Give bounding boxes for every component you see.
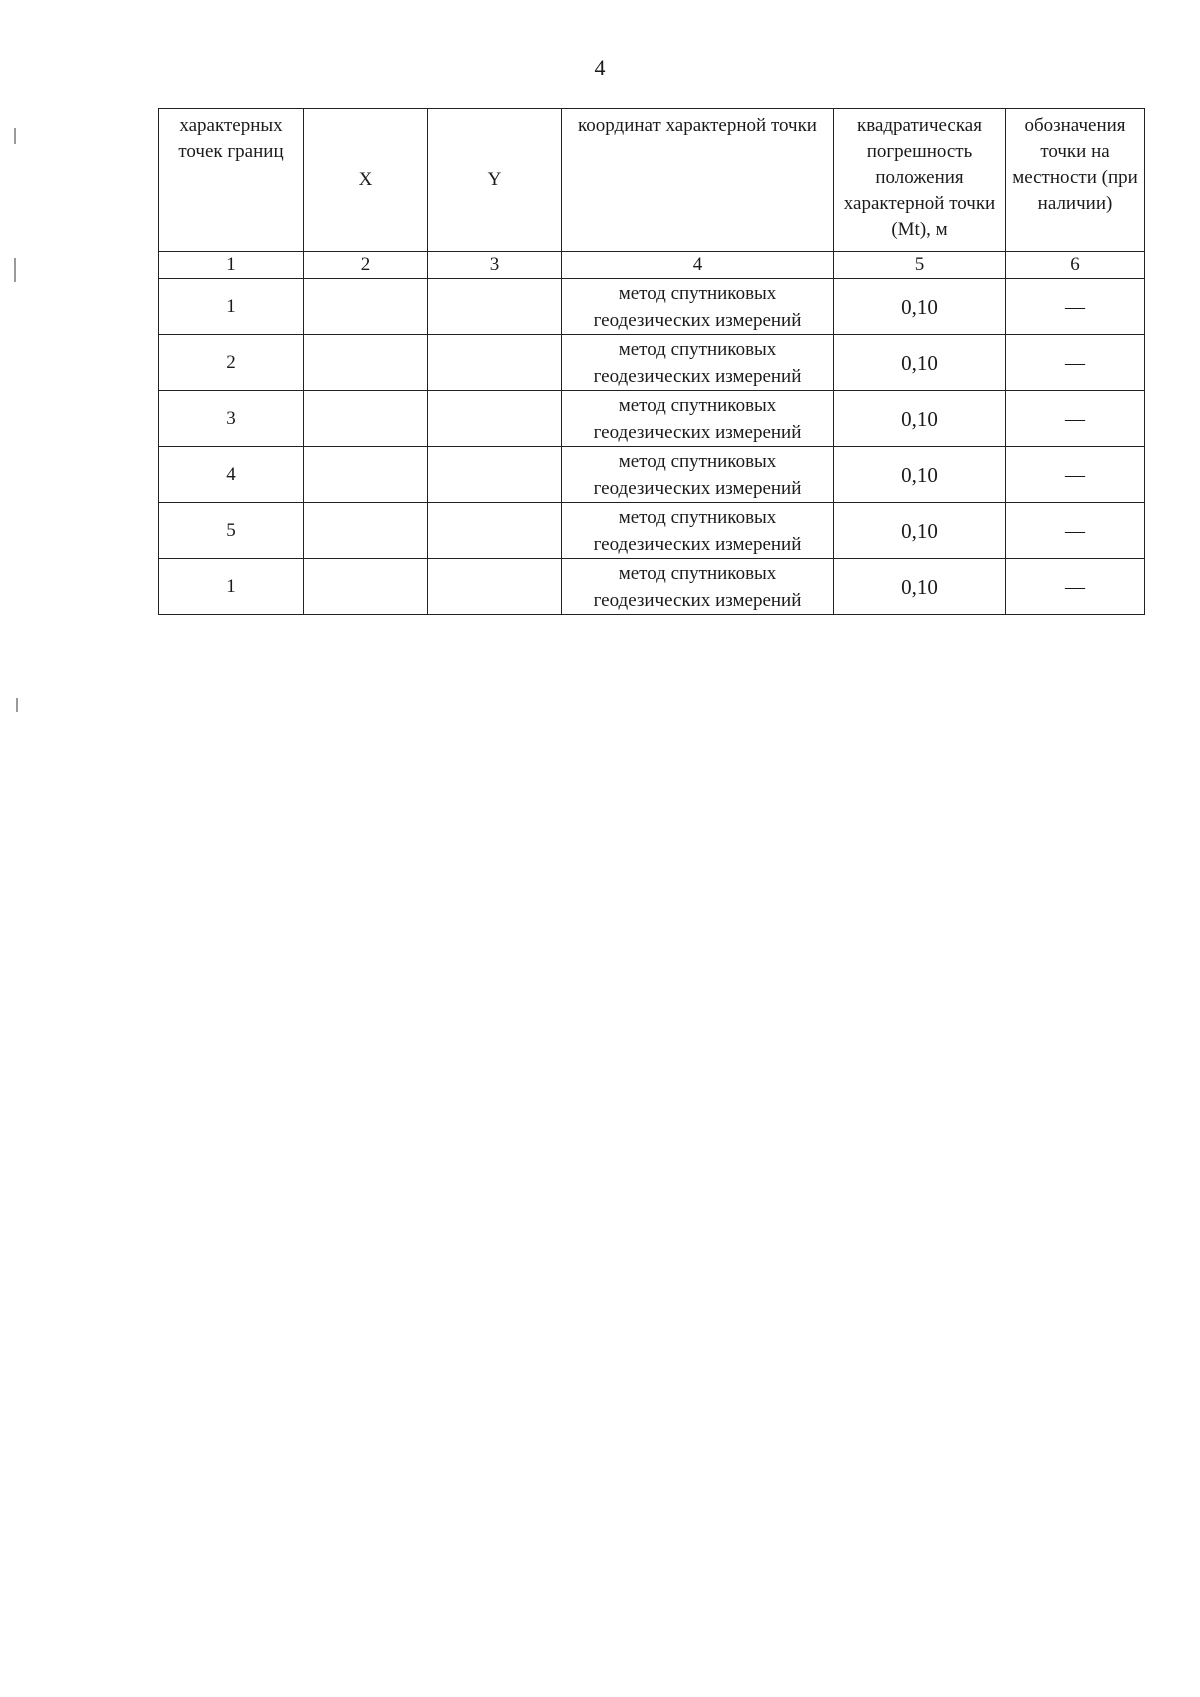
method-cell: метод спутниковых геодезических измерений — [562, 279, 834, 335]
point-number-cell: 4 — [159, 447, 304, 503]
column-number: 5 — [834, 252, 1006, 279]
method-cell: метод спутниковых геодезических измерений — [562, 503, 834, 559]
column-number: 6 — [1006, 252, 1145, 279]
page-number: 4 — [594, 55, 606, 80]
y-cell — [428, 503, 562, 559]
error-cell: 0,10 — [834, 279, 1006, 335]
marking-cell: — — [1006, 503, 1145, 559]
column-number: 3 — [428, 252, 562, 279]
table-row — [159, 447, 1145, 503]
header-marking: обозначения точки на местности (при наличии) — [1006, 109, 1145, 252]
header-error: квадратическая погрешность положения характерной точки (Mt), м — [834, 109, 1006, 252]
scan-artifact — [14, 258, 16, 282]
column-numbers-row — [159, 252, 1145, 279]
header-x: X — [304, 109, 428, 252]
marking-cell: — — [1006, 279, 1145, 335]
x-cell — [304, 447, 428, 503]
column-number: 4 — [562, 252, 834, 279]
column-number: 1 — [159, 252, 304, 279]
error-cell: 0,10 — [834, 391, 1006, 447]
coordinates-table — [158, 108, 1145, 615]
table-row — [159, 503, 1145, 559]
marking-cell: — — [1006, 559, 1145, 615]
header-point: характерных точек границ — [159, 109, 304, 252]
scan-artifact — [14, 128, 16, 144]
y-cell — [428, 391, 562, 447]
marking-cell: — — [1006, 335, 1145, 391]
error-cell: 0,10 — [834, 335, 1006, 391]
header-y: Y — [428, 109, 562, 252]
y-cell — [428, 335, 562, 391]
table-row — [159, 279, 1145, 335]
marking-cell: — — [1006, 391, 1145, 447]
y-cell — [428, 447, 562, 503]
table-row — [159, 391, 1145, 447]
x-cell — [304, 391, 428, 447]
table-row — [159, 335, 1145, 391]
coordinates-table-container — [158, 108, 1145, 615]
x-cell — [304, 559, 428, 615]
error-cell: 0,10 — [834, 559, 1006, 615]
x-cell — [304, 279, 428, 335]
scan-artifact — [16, 698, 18, 712]
column-number: 2 — [304, 252, 428, 279]
y-cell — [428, 559, 562, 615]
point-number-cell: 3 — [159, 391, 304, 447]
x-cell — [304, 503, 428, 559]
point-number-cell: 1 — [159, 559, 304, 615]
method-cell: метод спутниковых геодезических измерений — [562, 335, 834, 391]
method-cell: метод спутниковых геодезических измерений — [562, 559, 834, 615]
error-cell: 0,10 — [834, 503, 1006, 559]
y-cell — [428, 279, 562, 335]
error-cell: 0,10 — [834, 447, 1006, 503]
table-header-row — [159, 109, 1145, 252]
method-cell: метод спутниковых геодезических измерений — [562, 447, 834, 503]
method-cell: метод спутниковых геодезических измерений — [562, 391, 834, 447]
table-row — [159, 559, 1145, 615]
marking-cell: — — [1006, 447, 1145, 503]
x-cell — [304, 335, 428, 391]
point-number-cell: 1 — [159, 279, 304, 335]
header-method: координат характерной точки — [562, 109, 834, 252]
point-number-cell: 2 — [159, 335, 304, 391]
point-number-cell: 5 — [159, 503, 304, 559]
